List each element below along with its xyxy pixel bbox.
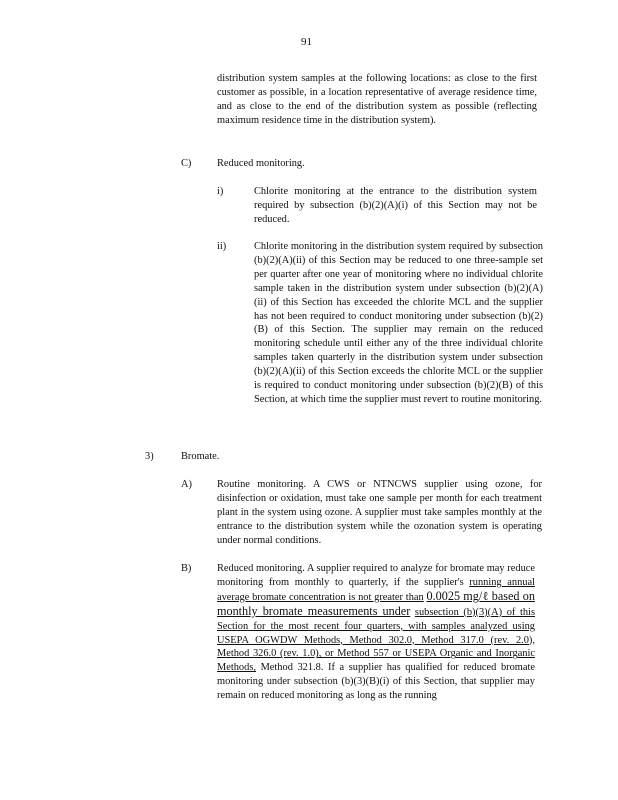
page-number: 91: [301, 36, 312, 48]
underlined-amendment-3: subsection (b)(3)(A) of this Section for the most recent four quarters, with samples analyzed using USEPA OGWDW Methods, Method 302.0, Method 317.0 (rev. 2.0), Method 326.0 (rev. 1.0), or Method 557 or USEPA Organic and Inorganic Methods,: [217, 606, 535, 674]
reduced-monitoring-plain-text: Reduced monitoring. A supplier required to analyze for bromate may reduce monitoring from monthly to quarterly, if the supplier's: [217, 563, 535, 588]
item-c-heading: Reduced monitoring.: [217, 158, 305, 169]
sub-i-label: i): [217, 186, 224, 197]
underlined-amendment-1: running annual average bromate concentration is not greater than: [217, 576, 535, 603]
reduced-bromate-monitoring-paragraph: [217, 562, 535, 703]
sub-i-paragraph: Chlorite monitoring at the entrance to the distribution system required by subsection (b)(2)(A)(i) of this Section may not be reduced.: [254, 186, 537, 225]
item-b-label: B): [181, 563, 192, 574]
sub-ii-label: ii): [217, 241, 227, 252]
item-3-label: 3): [145, 451, 154, 462]
underlined-amendment-2: 0.0025 mg/ℓ based on monthly bromate measurements under: [217, 588, 535, 618]
bromate-heading: Bromate.: [181, 451, 220, 462]
sub-ii-paragraph: Chlorite monitoring in the distribution system required by subsection (b)(2)(A)(ii) of this Section may be reduced to one three-sample set per quarter after one year of monitoring where no individual chlorite sample taken in the distribution system under subsection (b)(2)(A)(ii) of this Section has exceeded the chlorite MCL and the supplier has not been required to conduct monitoring under subsection (b)(2)(B) of this Section. The supplier may remain on the reduced monitoring schedule until either any of the three individual chlorite samples taken quarterly in the distribution system under subsection (b)(2)(A)(ii) of this Section exceeds the chlorite MCL or the supplier is required to conduct monitoring under subsection (b)(2)(B) of this Section, at which time the supplier must revert to routine monitoring.: [254, 241, 543, 405]
reduced-monitoring-tail-text: Method 321.8. If a supplier has qualified for reduced bromate monitoring under subsection (b)(3)(B)(i) of this Section, that supplier may remain on reduced monitoring as long as the running: [217, 662, 535, 702]
item-c-label: C): [181, 158, 192, 169]
item-a-label: A): [181, 479, 192, 490]
distribution-sample-locations-paragraph: distribution system samples at the following locations: as close to the first customer as possible, in a location representative of average residence time, and as close to the end of the distribution system as possible (reflecting maximum residence time in the distribution system).: [217, 73, 537, 126]
routine-monitoring-paragraph: Routine monitoring. A CWS or NTNCWS supplier using ozone, for disinfection or oxidation, must take one sample per month for each treatment plant in the system using ozone. A supplier must take samples monthly at the entrance to the distribution system while the ozonation system is operating under normal conditions.: [217, 479, 542, 546]
